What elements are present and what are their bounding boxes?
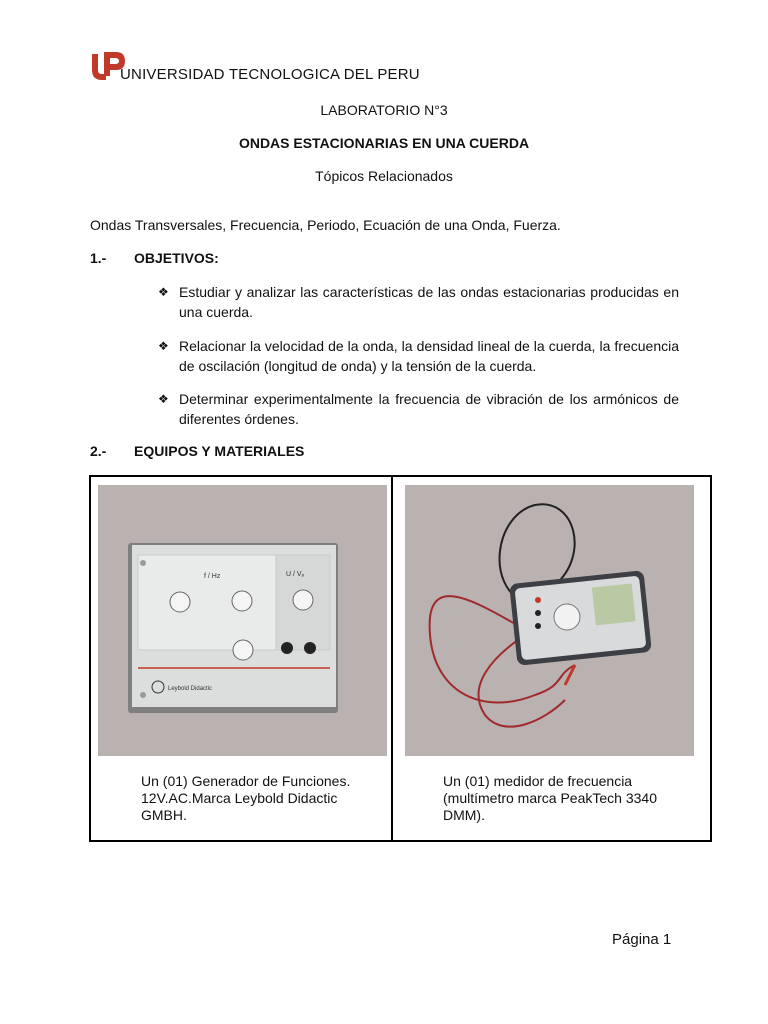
- document-title: ONDAS ESTACIONARIAS EN UNA CUERDA: [238, 135, 530, 151]
- lab-number: LABORATORIO N°3: [320, 102, 448, 118]
- objective-text: Determinar experimentalmente la frecuencia de vibración de los armónicos de diferentes órdenes.: [179, 391, 679, 427]
- multimeter-photo: [405, 485, 694, 756]
- objective-item: [158, 389, 679, 429]
- svg-text:U / Vₚ: U / Vₚ: [286, 571, 305, 578]
- equipment-caption: Un (01) Generador de Funciones. 12V.AC.Marca Leybold Didactic GMBH.: [141, 773, 351, 823]
- objective-item: [158, 336, 679, 376]
- related-topics-text: Ondas Transversales, Frecuencia, Periodo, Ecuación de una Onda, Fuerza.: [90, 217, 561, 233]
- section-title: OBJETIVOS:: [134, 250, 219, 266]
- function-generator-photo: [98, 485, 387, 756]
- objective-text: Estudiar y analizar las características de las ondas estacionarias producidas en una cuerda.: [179, 284, 679, 320]
- section-equipment-heading: [90, 443, 304, 459]
- page-number: Página 1: [612, 931, 672, 948]
- objective-text: Relacionar la velocidad de la onda, la densidad lineal de la cuerda, la frecuencia de oscilación (longitud de onda) y la tensión de la cuerda.: [179, 338, 679, 374]
- equipment-caption: Un (01) medidor de frecuencia (multímetro marca PeakTech 3340 DMM).: [443, 773, 657, 823]
- section-objectives-heading: [90, 250, 219, 266]
- table-divider: [391, 475, 393, 842]
- objective-item: [158, 282, 679, 322]
- section-title: EQUIPOS Y MATERIALES: [134, 443, 305, 459]
- svg-text:Leybold Didactic: Leybold Didactic: [168, 686, 213, 692]
- section-number: 2.-: [90, 443, 107, 459]
- university-name: UNIVERSIDAD TECNOLOGICA DEL PERU: [120, 66, 420, 83]
- diamond-bullet-icon: ❖: [158, 285, 169, 299]
- section-number: 1.-: [90, 250, 107, 266]
- diamond-bullet-icon: ❖: [158, 339, 169, 353]
- svg-text:f / Hz: f / Hz: [204, 573, 221, 580]
- diamond-bullet-icon: ❖: [158, 392, 169, 406]
- topics-heading: Tópicos Relacionados: [315, 168, 453, 184]
